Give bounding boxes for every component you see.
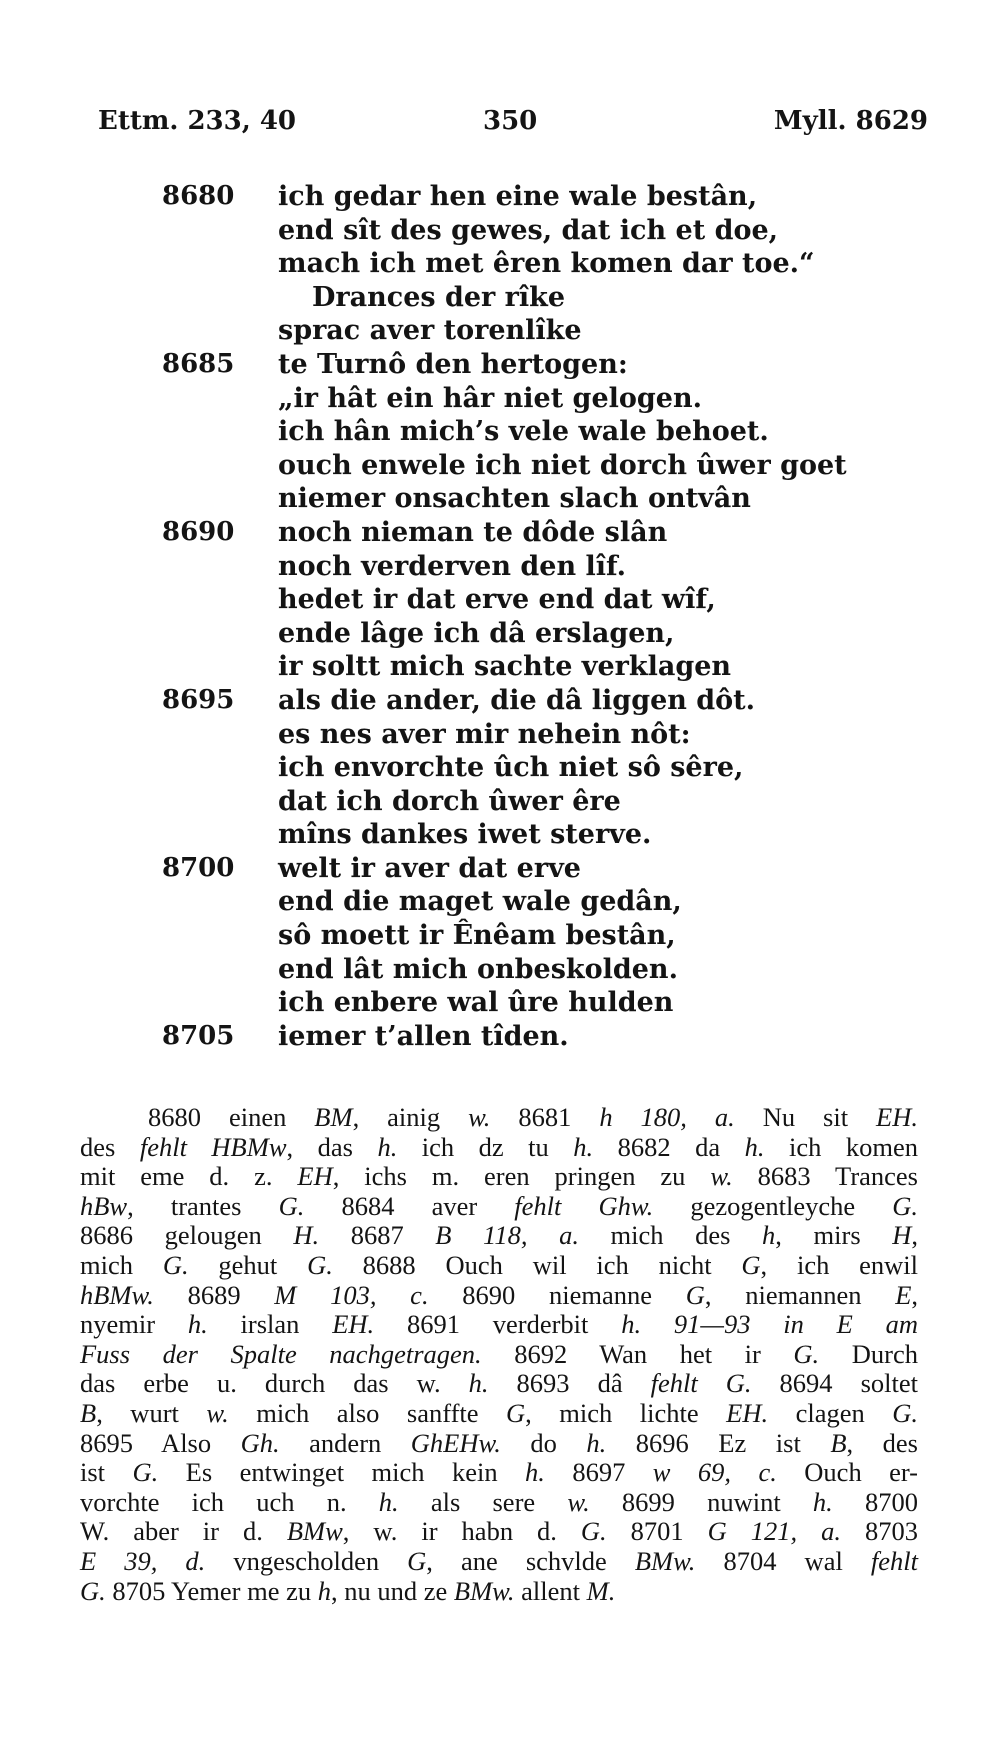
- verse-text-line: end lât mich onbeskolden.: [278, 953, 678, 985]
- apparatus-text: , ane schvlde: [426, 1545, 635, 1576]
- verse-text-line: dat ich dorch ûwer êre: [278, 785, 621, 817]
- line-number: 8680: [162, 181, 235, 211]
- apparatus-text: Nu sit: [734, 1102, 877, 1132]
- apparatus-text: des: [80, 1131, 140, 1162]
- apparatus-line: [80, 1310, 918, 1340]
- verse-text-line: end die maget wale gedân,: [278, 886, 682, 918]
- apparatus-siglum: Fuss der Spalte nachgetragen.: [80, 1338, 482, 1369]
- apparatus-siglum: h 180, a.: [599, 1102, 735, 1132]
- apparatus-siglum: h.: [377, 1131, 398, 1162]
- verse-text-line: iemer t’allen tîden.: [278, 1020, 569, 1052]
- apparatus-siglum: G.: [580, 1516, 607, 1547]
- apparatus-text: andern: [279, 1427, 411, 1458]
- header-left: Ettm. 233, 40: [98, 106, 297, 136]
- apparatus-siglum: h: [317, 1575, 331, 1606]
- apparatus-text: W. aber ir d.: [80, 1516, 287, 1547]
- verse-line: [150, 718, 770, 752]
- apparatus-siglum: h.: [573, 1131, 594, 1162]
- apparatus-line: [80, 1103, 918, 1133]
- verse-text-line: ich gedar hen eine wale bestân,: [278, 181, 758, 212]
- apparatus-text: , ainig: [352, 1102, 469, 1132]
- apparatus-siglum: E 39, d.: [80, 1545, 206, 1576]
- verse-text-line: sprac aver torenlîke: [278, 315, 582, 347]
- apparatus-text: , nu und ze: [331, 1575, 454, 1606]
- apparatus-text: gezogentleyche: [653, 1190, 893, 1221]
- apparatus-text: , trantes: [127, 1190, 279, 1221]
- apparatus-siglum: h.: [812, 1486, 833, 1517]
- apparatus-siglum: G.: [892, 1190, 919, 1221]
- line-number: 8700: [162, 852, 235, 883]
- verse-text-line: ich enbere wal ûre hulden: [278, 987, 674, 1019]
- apparatus-text: , des: [846, 1427, 918, 1458]
- verse-line: [150, 650, 770, 684]
- apparatus-text: [641, 1309, 674, 1339]
- apparatus-siglum: BMw.: [634, 1545, 696, 1576]
- apparatus-text: 8703: [841, 1516, 918, 1547]
- line-number: 8690: [162, 516, 235, 547]
- verse-line: [150, 382, 770, 416]
- apparatus-text: Durch: [819, 1338, 918, 1369]
- verse-text-line: end sît des gewes, dat ich et doe,: [278, 214, 779, 246]
- apparatus-siglum: G.: [793, 1338, 820, 1369]
- apparatus-text: ich dz tu: [397, 1131, 574, 1162]
- apparatus-siglum: fehlt Ghw.: [514, 1190, 654, 1221]
- verse-text-line: es nes aver mir nehein nôt:: [278, 718, 691, 750]
- verse-line: [150, 550, 770, 584]
- apparatus-line: [80, 1251, 918, 1281]
- apparatus-siglum: h.: [187, 1309, 208, 1340]
- verse-text-line: mîns dankes iwet sterve.: [278, 819, 652, 851]
- apparatus-text: 8695 Also: [80, 1427, 241, 1458]
- apparatus-siglum: EH.: [876, 1102, 918, 1132]
- apparatus-siglum: h: [762, 1220, 776, 1251]
- apparatus-siglum: 91—93 in E am: [673, 1309, 919, 1340]
- verse-line: [150, 214, 779, 248]
- apparatus-text: , das: [286, 1131, 378, 1162]
- apparatus-text: 8690 niemanne: [428, 1279, 686, 1310]
- line-number: 8695: [162, 684, 235, 715]
- apparatus-text: , mich lichte: [525, 1397, 727, 1428]
- apparatus-siglum: M 103, c.: [274, 1279, 429, 1310]
- apparatus-text: Es entwinget mich kein: [158, 1457, 526, 1488]
- verse-text-line: hedet ir dat erve end dat wîf,: [278, 584, 716, 616]
- verse-text-line: als die ander, die dâ liggen dôt.: [278, 684, 756, 716]
- apparatus-line: [80, 1192, 918, 1222]
- apparatus-siglum: G.: [278, 1190, 305, 1221]
- apparatus-siglum: h.: [586, 1427, 607, 1458]
- apparatus-siglum: E: [895, 1279, 912, 1310]
- apparatus-text: 8701: [606, 1516, 708, 1547]
- apparatus-siglum: w.: [468, 1102, 491, 1132]
- apparatus-siglum: BMw.: [453, 1575, 515, 1606]
- apparatus-line: [80, 1517, 918, 1547]
- verse-text-line: sô moett ir Ênêam bestân,: [278, 920, 676, 952]
- apparatus-text: do: [500, 1427, 587, 1458]
- apparatus-line: [80, 1133, 918, 1163]
- apparatus-line: [80, 1547, 918, 1577]
- apparatus-siglum: EH.: [726, 1397, 769, 1428]
- apparatus-text: allent: [514, 1575, 587, 1606]
- verse-text-line: ende lâge ich dâ erslagen,: [278, 617, 675, 649]
- apparatus-text: irslan: [207, 1309, 333, 1340]
- verse-text-line: te Turnô den hertogen:: [278, 348, 628, 380]
- verse-line: [150, 684, 770, 718]
- apparatus-siglum: EH: [297, 1161, 333, 1192]
- verse-text-line: ir soltt mich sachte verklagen: [278, 651, 732, 683]
- verse-line: [150, 1020, 770, 1054]
- apparatus-text: ist: [80, 1457, 133, 1488]
- line-number: 8685: [162, 348, 235, 379]
- apparatus-siglum: w.: [206, 1397, 229, 1428]
- apparatus-siglum: G: [741, 1249, 761, 1280]
- apparatus-siglum: h.: [621, 1309, 642, 1340]
- apparatus-siglum: EH.: [332, 1309, 375, 1340]
- verse-line: [150, 986, 770, 1020]
- apparatus-text: mich also sanffte: [228, 1397, 507, 1428]
- verse-line: [150, 583, 770, 617]
- apparatus-line: [80, 1458, 918, 1488]
- verse-line: [150, 852, 770, 886]
- verse-line: [150, 617, 770, 651]
- verse-line: [150, 247, 815, 281]
- apparatus-text: , mirs: [775, 1220, 893, 1251]
- line-number: 8705: [162, 1020, 235, 1051]
- verse-line: [150, 180, 770, 214]
- apparatus-siglum: M.: [586, 1575, 616, 1606]
- apparatus-siglum: w.: [567, 1486, 590, 1517]
- apparatus-siglum: B 118, a.: [435, 1220, 579, 1251]
- header-right: Myll. 8629: [773, 106, 928, 136]
- verse-text: [150, 180, 847, 1053]
- verse-text-line: ouch enwele ich niet dorch ûwer goet: [278, 449, 847, 481]
- apparatus-text: gehut: [188, 1249, 308, 1280]
- apparatus-siglum: fehlt: [870, 1545, 918, 1576]
- apparatus-siglum: GhEHw.: [410, 1427, 501, 1458]
- apparatus-text: , wurt: [96, 1397, 207, 1428]
- apparatus-line: [80, 1369, 918, 1399]
- verse-line: [150, 919, 770, 953]
- apparatus-siglum: h.: [525, 1457, 545, 1488]
- apparatus-siglum: h.: [468, 1368, 489, 1399]
- verse-line: [150, 885, 770, 919]
- apparatus-siglum: h.: [744, 1131, 765, 1162]
- apparatus-siglum: B: [830, 1427, 847, 1458]
- apparatus-siglum: fehlt HBMw: [139, 1131, 287, 1162]
- apparatus-text: ich komen: [764, 1131, 919, 1162]
- verse-text-line: welt ir aver dat erve: [278, 852, 581, 884]
- apparatus-siglum: Gh.: [240, 1427, 280, 1458]
- verse-text-line: „ir hât ein hâr niet gelogen.: [278, 382, 702, 414]
- apparatus-siglum: B: [80, 1397, 97, 1428]
- page-number: 350: [483, 106, 538, 136]
- apparatus-siglum: fehlt G.: [650, 1368, 752, 1399]
- apparatus-text: , w. ir habn d.: [342, 1516, 581, 1547]
- apparatus-text: 8693 dâ: [488, 1368, 651, 1399]
- apparatus-text: als sere: [398, 1486, 568, 1517]
- apparatus-siglum: w.: [710, 1161, 733, 1192]
- apparatus-line: [80, 1399, 918, 1429]
- apparatus-text: 8704 wal: [695, 1545, 871, 1576]
- verse-line: [150, 348, 770, 382]
- apparatus-text: ,: [911, 1220, 918, 1251]
- apparatus-siglum: h.: [378, 1486, 399, 1517]
- apparatus-siglum: hBw: [80, 1190, 128, 1221]
- apparatus-siglum: G.: [132, 1457, 159, 1488]
- apparatus-line: [80, 1340, 918, 1370]
- apparatus-siglum: G.: [892, 1397, 919, 1428]
- apparatus-text: 8683 Trances: [732, 1161, 918, 1192]
- apparatus-text: vorchte ich uch n.: [80, 1486, 379, 1517]
- verse-text-line: ich hân mich’s vele wale behoet.: [278, 416, 769, 448]
- apparatus-text: 8696 Ez ist: [606, 1427, 831, 1458]
- apparatus-text: mit eme d. z.: [80, 1161, 298, 1192]
- apparatus-siglum: G.: [162, 1249, 189, 1280]
- apparatus-text: das erbe u. durch das w.: [80, 1368, 469, 1399]
- apparatus-text: 8684 aver: [304, 1190, 515, 1221]
- apparatus-text: 8697: [544, 1457, 653, 1488]
- verse-line: [150, 482, 770, 516]
- apparatus-siglum: G: [506, 1397, 526, 1428]
- apparatus-line: [80, 1221, 918, 1251]
- running-header: [98, 106, 928, 146]
- apparatus-text: 8691 verderbit: [374, 1309, 622, 1340]
- apparatus-text: ,: [911, 1279, 919, 1310]
- apparatus-siglum: G: [407, 1545, 427, 1576]
- verse-text-line: Drances der rîke: [312, 281, 566, 313]
- apparatus-text: 8682 da: [593, 1131, 745, 1162]
- apparatus-text: vngescholden: [205, 1545, 408, 1576]
- verse-text-line: mach ich met êren komen dar toe.“: [278, 248, 815, 280]
- apparatus-text: Ouch er-: [776, 1457, 919, 1488]
- apparatus-text: nyemir: [80, 1309, 188, 1340]
- apparatus-text: mich des: [578, 1220, 763, 1251]
- apparatus-text: 8688 Ouch wil ich nicht: [332, 1249, 742, 1280]
- verse-line: [150, 281, 770, 315]
- apparatus-text: mich: [80, 1249, 163, 1280]
- apparatus-line: [80, 1162, 918, 1192]
- verse-line: [150, 785, 770, 819]
- apparatus-text: , niemannen: [704, 1279, 896, 1310]
- apparatus-siglum: G.: [307, 1249, 333, 1280]
- apparatus-siglum: hBMw.: [80, 1279, 154, 1310]
- apparatus-text: 8705 Yemer me zu: [105, 1575, 318, 1606]
- apparatus-siglum: G.: [80, 1575, 106, 1606]
- verse-line: [150, 415, 770, 449]
- apparatus-text: 8700: [832, 1486, 918, 1517]
- verse-text-line: noch verderven den lîf.: [278, 550, 627, 582]
- apparatus-siglum: H.: [293, 1220, 320, 1251]
- apparatus-text: 8692 Wan het ir: [481, 1338, 794, 1369]
- apparatus-line: [80, 1429, 918, 1459]
- verse-line: [150, 449, 847, 483]
- verse-text-line: ich envorchte ûch niet sô sêre,: [278, 752, 744, 784]
- verse-text-line: noch nieman te dôde slân: [278, 516, 668, 548]
- apparatus-siglum: BM: [314, 1102, 353, 1132]
- apparatus-line: [80, 1577, 918, 1607]
- verse-text-line: niemer onsachten slach ontvân: [278, 483, 751, 515]
- apparatus-text: 8681: [490, 1102, 600, 1132]
- apparatus-siglum: H: [892, 1220, 912, 1251]
- apparatus-text: , ichs m. eren pringen zu: [332, 1161, 711, 1192]
- apparatus-text: clagen: [768, 1397, 893, 1428]
- critical-apparatus: [80, 1103, 918, 1606]
- apparatus-line: [80, 1281, 918, 1311]
- apparatus-text: 8694 soltet: [751, 1368, 918, 1399]
- apparatus-siglum: BMw: [286, 1516, 343, 1547]
- apparatus-text: , ich enwil: [760, 1249, 919, 1280]
- verse-line: [150, 751, 770, 785]
- apparatus-line: [80, 1488, 918, 1518]
- apparatus-siglum: G: [685, 1279, 705, 1310]
- apparatus-text: 8687: [319, 1220, 436, 1251]
- apparatus-siglum: w 69, c.: [652, 1457, 777, 1488]
- apparatus-text: 8686 gelougen: [80, 1220, 294, 1251]
- apparatus-siglum: G 121, a.: [707, 1516, 842, 1547]
- apparatus-text: 8680 einen: [148, 1102, 315, 1132]
- apparatus-text: 8689: [153, 1279, 275, 1310]
- verse-line: [150, 953, 770, 987]
- verse-line: [150, 818, 770, 852]
- verse-line: [150, 516, 770, 550]
- apparatus-text: 8699 nuwint: [589, 1486, 813, 1517]
- verse-line: [150, 314, 770, 348]
